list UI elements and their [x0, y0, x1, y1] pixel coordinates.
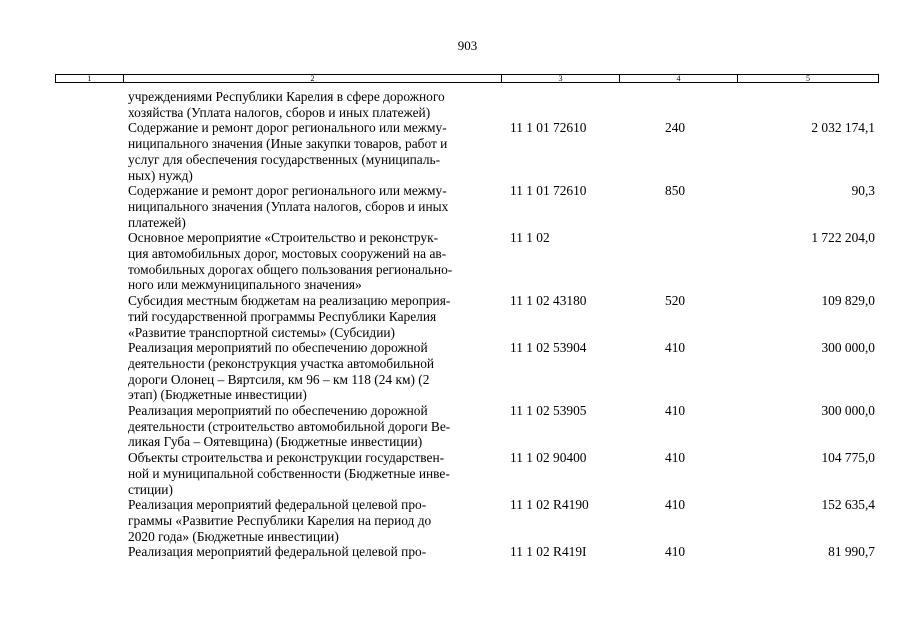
row-amount: 109 829,0 [821, 293, 875, 309]
description-line: Содержание и ремонт дорог регионального или межму- [128, 120, 447, 136]
description-line: томобильных дорогах общего пользования регионально- [128, 261, 453, 277]
description-line: ного или межмуниципального значения» [128, 277, 362, 293]
row-expense-type: 410 [665, 403, 686, 419]
row-description [128, 89, 498, 120]
row-description [128, 120, 498, 183]
table-row [0, 120, 905, 183]
row-code: 11 1 02 90400 [510, 450, 587, 466]
description-line: ция автомобильных дорог, мостовых сооружений на ав- [128, 246, 447, 262]
row-expense-type: 410 [665, 497, 686, 513]
description-line: Субсидия местным бюджетам на реализацию мероприя- [128, 293, 451, 309]
table-row [0, 544, 905, 560]
description-line: ликая Губа – Оятевщина) (Бюджетные инвестиции) [128, 434, 423, 450]
row-code: 11 1 02 53904 [510, 340, 587, 356]
description-line: тий государственной программы Республики Карелия [128, 308, 437, 324]
description-line: деятельности (строительство автомобильной дороги Ве- [128, 418, 451, 434]
row-code: 11 1 02 [510, 230, 550, 246]
row-description [128, 183, 498, 230]
row-amount: 81 990,7 [828, 544, 875, 560]
row-code: 11 1 01 72610 [510, 183, 587, 199]
description-line: платежей) [128, 214, 186, 230]
table-row [0, 293, 905, 340]
row-expense-type: 410 [665, 544, 686, 560]
header-col-5: 5 [806, 74, 810, 83]
row-description [128, 544, 498, 560]
description-line: Реализация мероприятий федеральной целевой про- [128, 497, 427, 513]
description-line: Объекты строительства и реконструкции государствен- [128, 450, 445, 466]
row-amount: 300 000,0 [821, 340, 875, 356]
description-line: стиции) [128, 481, 173, 497]
description-line: 2020 года» (Бюджетные инвестиции) [128, 528, 339, 544]
description-line: этап) (Бюджетные инвестиции) [128, 387, 307, 403]
description-line: ниципального значения (Уплата налогов, сборов и иных [128, 198, 449, 214]
description-line: «Развитие транспортной системы» (Субсидии) [128, 324, 396, 340]
header-col-4: 4 [620, 75, 738, 82]
row-description [128, 450, 498, 497]
row-expense-type: 410 [665, 450, 686, 466]
table-header [55, 74, 879, 83]
description-line: граммы «Развитие Республики Карелия на период до [128, 512, 432, 528]
description-line: ных) нужд) [128, 167, 193, 183]
row-code: 11 1 02 R4190 [510, 497, 589, 513]
row-expense-type: 850 [665, 183, 686, 199]
row-amount: 152 635,4 [821, 497, 875, 513]
row-code: 11 1 02 R419I [510, 544, 587, 560]
description-line: хозяйства (Уплата налогов, сборов и иных платежей) [128, 104, 431, 120]
row-code: 11 1 02 53905 [510, 403, 587, 419]
description-line: Реализация мероприятий по обеспечению дорожной [128, 340, 428, 356]
description-line: деятельности (реконструкция участка автомобильной [128, 355, 435, 371]
page-number: 903 [457, 38, 478, 53]
header-col-1: 1 [56, 75, 124, 82]
row-amount: 104 775,0 [821, 450, 875, 466]
table-row [0, 450, 905, 497]
description-line: ной и муниципальной собственности (Бюджетные инве- [128, 465, 450, 481]
table-row [0, 89, 905, 120]
table-row [0, 230, 905, 293]
row-description [128, 340, 498, 403]
description-line: Содержание и ремонт дорог регионального или межму- [128, 183, 447, 199]
description-line: Основное мероприятие «Строительство и реконструк- [128, 230, 439, 246]
row-code: 11 1 02 43180 [510, 293, 587, 309]
row-description [128, 230, 498, 293]
description-line: Реализация мероприятий по обеспечению дорожной [128, 403, 428, 419]
description-line: Реализация мероприятий федеральной целевой про- [128, 544, 427, 560]
header-col-3: 3 [502, 75, 620, 82]
row-expense-type: 410 [665, 340, 686, 356]
row-code: 11 1 01 72610 [510, 120, 587, 136]
table-row [0, 497, 905, 544]
table-row [0, 183, 905, 230]
row-expense-type: 240 [665, 120, 686, 136]
row-amount: 1 722 204,0 [811, 230, 875, 246]
row-amount: 90,3 [851, 183, 875, 199]
row-description [128, 497, 498, 544]
row-expense-type: 520 [665, 293, 686, 309]
table-body [0, 89, 905, 560]
row-amount: 300 000,0 [821, 403, 875, 419]
description-line: услуг для обеспечения государственных (муниципаль- [128, 151, 441, 167]
table-row [0, 340, 905, 403]
row-description [128, 293, 498, 340]
row-description [128, 403, 498, 450]
header-col-2: 2 [124, 75, 502, 82]
table-row [0, 403, 905, 450]
description-line: учреждениями Республики Карелия в сфере дорожного [128, 89, 445, 104]
description-line: дороги Олонец – Вяртсиля, км 96 – км 118 (24 км) (2 [128, 371, 430, 387]
row-amount: 2 032 174,1 [811, 120, 875, 136]
description-line: ниципального значения (Иные закупки товаров, работ и [128, 136, 448, 152]
